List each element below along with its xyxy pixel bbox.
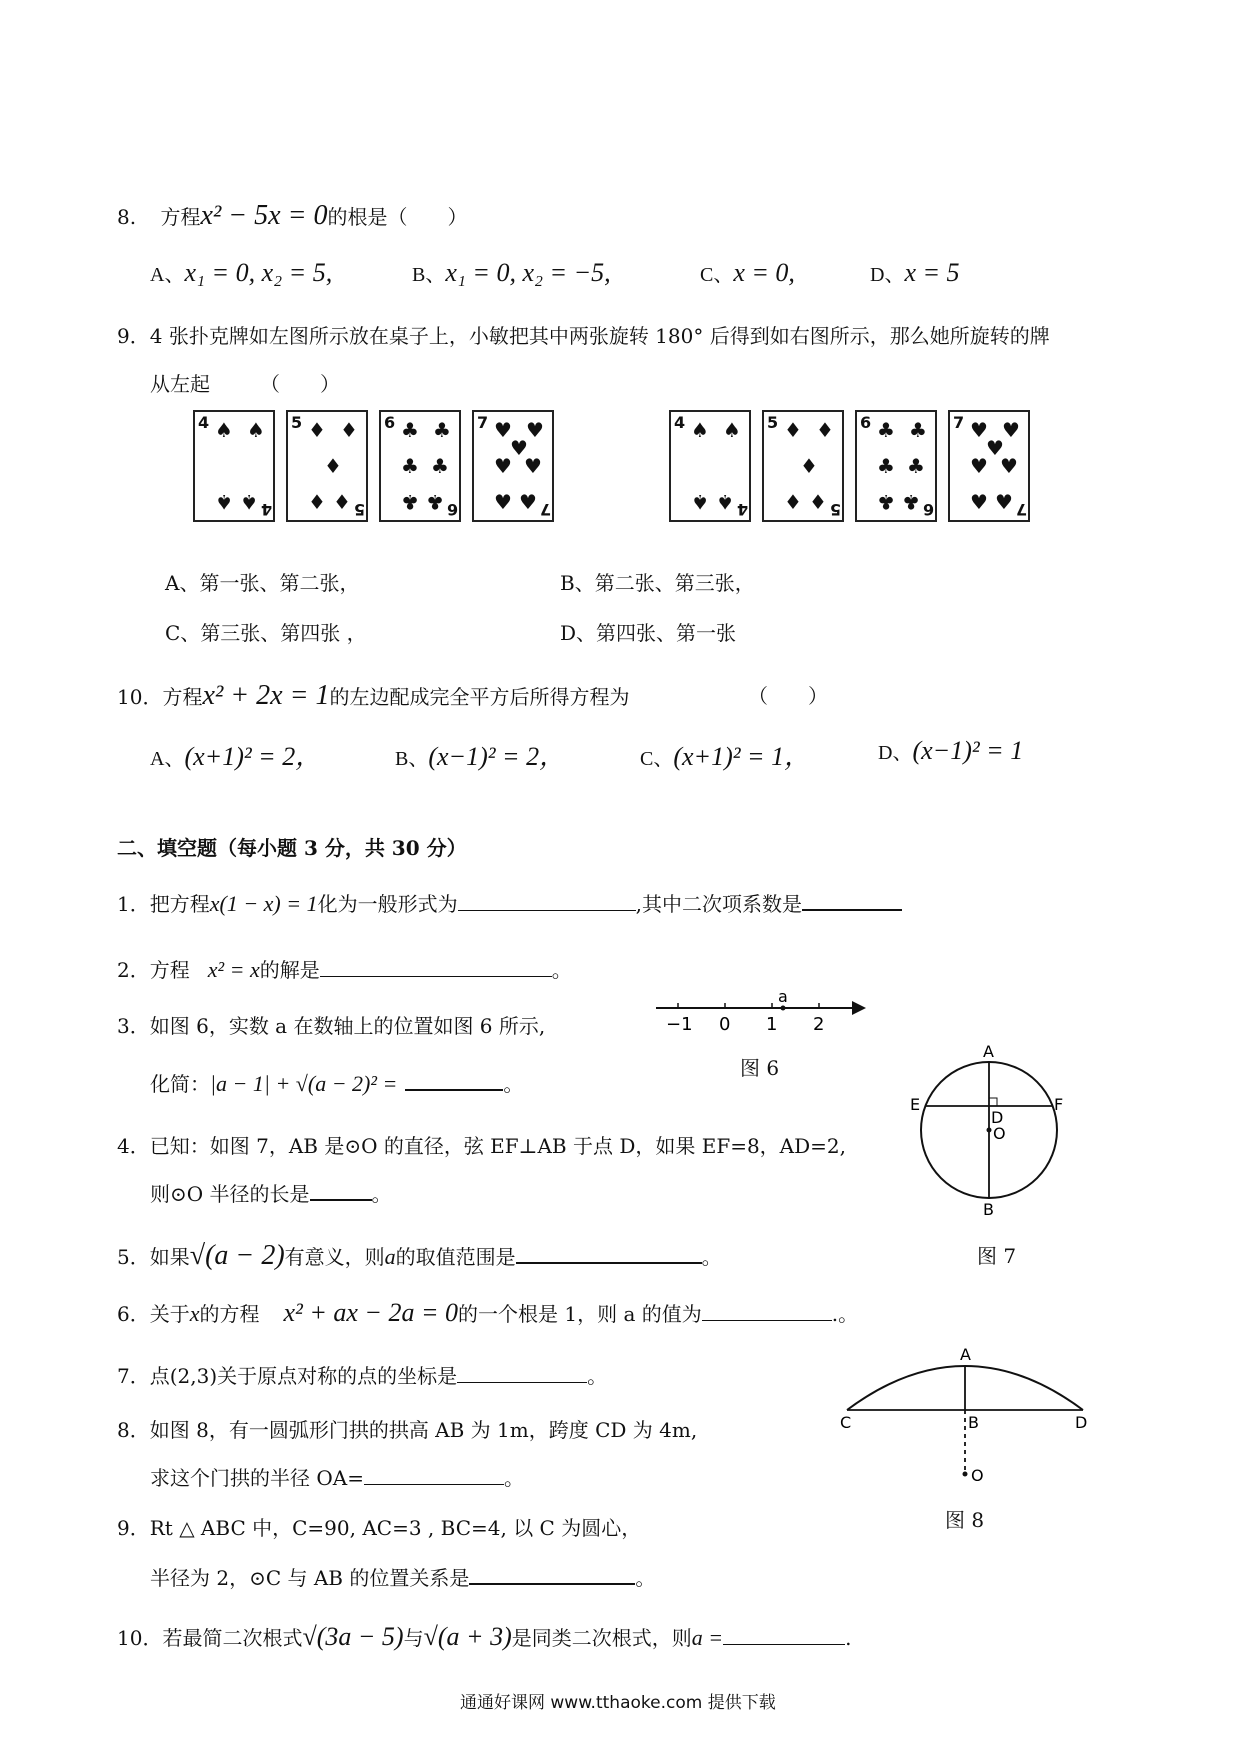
- q9-line1: [117, 320, 1050, 349]
- q8-option-d: D、x = 5: [870, 258, 960, 287]
- page-footer: 通通好课网 www.tthaoke.com 提供下载: [460, 1693, 776, 1713]
- q10-option-b: B、(x−1)² = 2，: [395, 742, 566, 771]
- fig7-label-d: D: [991, 1108, 1004, 1127]
- card-rank: 5: [830, 500, 842, 519]
- fill-q2-blank[interactable]: [320, 956, 552, 977]
- fig8-label-b: B: [968, 1413, 979, 1432]
- heart-icon: ♥: [519, 490, 537, 514]
- card-diamond-5: [286, 410, 368, 522]
- q10-number: 10．: [117, 685, 163, 709]
- q9-option-c: C、第三张、第四张 ，: [165, 621, 367, 645]
- fill-q2-equation: x² = x: [207, 957, 260, 982]
- fig6-tick-label: 1: [766, 1014, 778, 1035]
- heart-icon: ♥: [494, 454, 512, 478]
- card-spade-4: [669, 410, 751, 522]
- q8-stem-suffix: 的根是（ ）: [327, 205, 468, 229]
- q10-line: [117, 680, 630, 712]
- fill-q10-radical-1: √(3a − 5): [302, 1622, 404, 1651]
- card-rank: 6: [923, 500, 935, 519]
- fill-q10-radical-2: √(a + 3): [423, 1622, 512, 1651]
- fill-q6: 6．关于x的方程 x² + ax − 2a = 0的一个根是 1，则 a 的值为 .。: [117, 1298, 859, 1327]
- heart-icon: ♥: [494, 418, 512, 442]
- q9-number: 9．: [117, 324, 150, 348]
- fill-q8-line2: 求这个门拱的半径 OA= 。: [150, 1466, 524, 1490]
- club-icon: ♣: [426, 490, 444, 514]
- card-spade-4: [193, 410, 275, 522]
- q9-option-a: A、第一张、第二张，: [165, 571, 360, 595]
- card-rank: 6: [447, 500, 459, 519]
- diamond-icon: ♦: [784, 490, 802, 514]
- fill-q5: 5．如果√(a − 2)有意义，则a的取值范围是 。: [117, 1240, 722, 1271]
- fill-q8-line1: 8．如图 8，有一圆弧形门拱的拱高 AB 为 1m，跨度 CD 为 4m,: [117, 1418, 698, 1442]
- card-rank: 5: [291, 413, 303, 432]
- q8-option-a: A、x₁ = 0, x₂ = 5,: [150, 258, 333, 287]
- club-icon: ♣: [877, 418, 895, 442]
- fig6-tick-label: 2: [813, 1014, 825, 1035]
- heart-icon: ♥: [986, 436, 1004, 460]
- fill-q6-blank[interactable]: [702, 1300, 832, 1321]
- fill-q8-blank[interactable]: [364, 1464, 504, 1485]
- card-rank: 4: [674, 413, 686, 432]
- fill-q1-equation: x(1 − x) = 1: [209, 891, 318, 916]
- fill-q1-blank-general-form[interactable]: [458, 890, 636, 911]
- section2-title: 二、填空题（每小题 3 分，共 30 分）: [117, 836, 467, 860]
- fig7-label-f: F: [1054, 1095, 1064, 1114]
- card-rank: 7: [540, 500, 552, 519]
- q8-option-b: B、x₁ = 0, x₂ = −5,: [412, 258, 611, 287]
- fill-q5-blank[interactable]: [516, 1242, 702, 1264]
- q9-stem-line2: 从左起 （ ）: [150, 372, 340, 396]
- card-rank: 7: [953, 413, 965, 432]
- card-rank: 4: [261, 500, 273, 519]
- fill-q3-blank[interactable]: [405, 1069, 503, 1091]
- club-icon: ♣: [877, 454, 895, 478]
- fill-q7-blank[interactable]: [457, 1362, 587, 1383]
- diamond-icon: ♦: [308, 418, 326, 442]
- card-club-6: [379, 410, 461, 522]
- heart-icon: ♥: [970, 418, 988, 442]
- club-icon: ♣: [401, 454, 419, 478]
- fill-q5-expression: √(a − 2): [189, 1240, 285, 1271]
- spade-icon: ♠: [691, 490, 709, 514]
- q10-stem-prefix: 方程: [162, 685, 203, 709]
- card-club-6: [855, 410, 937, 522]
- fill-q7: 7．点(2,3)关于原点对称的点的坐标是 。: [117, 1364, 608, 1388]
- heart-icon: ♥: [526, 418, 544, 442]
- club-icon: ♣: [433, 418, 451, 442]
- fill-q6-equation: x² + ax − 2a = 0: [283, 1298, 459, 1327]
- card-rank: 7: [1016, 500, 1028, 519]
- heart-icon: ♥: [970, 490, 988, 514]
- club-icon: ♣: [907, 454, 925, 478]
- club-icon: ♣: [401, 490, 419, 514]
- fig7-circle-diagram: [910, 1040, 1070, 1220]
- fig8-label-a: A: [960, 1345, 971, 1364]
- diamond-icon: ♦: [308, 490, 326, 514]
- fig7-label-e: E: [910, 1095, 921, 1114]
- club-icon: ♣: [909, 418, 927, 442]
- card-heart-7: [948, 410, 1030, 522]
- fig6-tick-label: −1: [666, 1014, 693, 1035]
- fig6-point-label: a: [778, 990, 788, 1006]
- heart-icon: ♥: [510, 436, 528, 460]
- club-icon: ♣: [401, 418, 419, 442]
- fill-q9-blank[interactable]: [469, 1563, 635, 1585]
- card-diamond-5: [762, 410, 844, 522]
- heart-icon: ♥: [970, 454, 988, 478]
- spade-icon: ♠: [240, 490, 258, 514]
- card-rank: 5: [767, 413, 779, 432]
- club-icon: ♣: [877, 490, 895, 514]
- fill-q3-line1: 3．如图 6，实数 a 在数轴上的位置如图 6 所示,: [117, 1014, 546, 1038]
- fig8-arch-diagram: [835, 1340, 1095, 1500]
- fig8-label-d: D: [1075, 1413, 1088, 1432]
- heart-icon: ♥: [524, 454, 542, 478]
- fig8-label-o: O: [971, 1466, 984, 1485]
- diamond-icon: ♦: [784, 418, 802, 442]
- fig6-number-line: [650, 990, 870, 1050]
- fig8-label-c: C: [840, 1413, 852, 1432]
- diamond-icon: ♦: [333, 490, 351, 514]
- card-rank: 4: [198, 413, 210, 432]
- spade-icon: ♠: [723, 418, 741, 442]
- heart-icon: ♥: [995, 490, 1013, 514]
- fill-q3-expression: |a − 1| + √(a − 2)² =: [210, 1071, 398, 1096]
- diamond-icon: ♦: [816, 418, 834, 442]
- fig7-label-o: O: [993, 1124, 1006, 1143]
- heart-icon: ♥: [494, 490, 512, 514]
- q8-line: [117, 200, 468, 232]
- q8-number: 8.: [117, 205, 137, 229]
- fill-q4-line1: 4．已知：如图 7，AB 是⊙O 的直径，弦 EF⊥AB 于点 D，如果 EF=8，AD=2,: [117, 1134, 846, 1158]
- fill-q1: 1．把方程x(1 − x) = 1化为一般形式为 ,其中二次项系数是: [117, 888, 902, 917]
- spade-icon: ♠: [215, 418, 233, 442]
- fig7-caption: 图 7: [977, 1244, 1017, 1268]
- club-icon: ♣: [902, 490, 920, 514]
- fill-q9-line2: 半径为 2，⊙C 与 AB 的位置关系是 。: [150, 1562, 655, 1591]
- card-heart-7: [472, 410, 554, 522]
- q10-option-c: C、(x+1)² = 1，: [640, 742, 811, 771]
- fill-q2: 2．方程 x² = x的解是 。: [117, 957, 572, 982]
- q8-equation: x² − 5x = 0: [200, 200, 328, 231]
- q10-option-a: A、(x+1)² = 2，: [150, 742, 322, 771]
- diamond-icon: ♦: [800, 454, 818, 478]
- fig6-caption: 图 6: [740, 1056, 780, 1080]
- fig8-caption: 图 8: [945, 1508, 985, 1532]
- card-rank: 7: [477, 413, 489, 432]
- diamond-icon: ♦: [809, 490, 827, 514]
- q10-stem-suffix: 的左边配成完全平方后所得方程为: [329, 685, 630, 709]
- fig7-label-b: B: [983, 1200, 994, 1219]
- card-rank: 4: [737, 500, 749, 519]
- club-icon: ♣: [431, 454, 449, 478]
- fill-q10: 10．若最简二次根式√(3a − 5)与√(a + 3)是同类二次根式，则a = .: [117, 1622, 852, 1651]
- spade-icon: ♠: [215, 490, 233, 514]
- card-rank: 5: [354, 500, 366, 519]
- fill-q3-line2: 化简：|a − 1| + √(a − 2)² = 。: [150, 1071, 524, 1096]
- q8-option-c: C、x = 0,: [700, 258, 795, 287]
- card-rank: 6: [384, 413, 396, 432]
- spade-icon: ♠: [716, 490, 734, 514]
- diamond-icon: ♦: [324, 454, 342, 478]
- q10-equation: x² + 2x = 1: [202, 680, 330, 711]
- q9-option-d: D、第四张、第一张: [560, 621, 737, 645]
- heart-icon: ♥: [1000, 454, 1018, 478]
- q9-option-b: B、第二张、第三张，: [560, 571, 755, 595]
- heart-icon: ♥: [1002, 418, 1020, 442]
- fill-q4-line2: 则⊙O 半径的长是 。: [150, 1178, 392, 1207]
- q9-stem-line1: 4 张扑克牌如左图所示放在桌子上，小敏把其中两张旋转 180° 后得到如右图所示，那么她所旋转的牌: [149, 324, 1050, 348]
- fill-q1-blank-coefficient[interactable]: [802, 889, 902, 911]
- fig6-tick-label: 0: [719, 1014, 731, 1035]
- q10-answer-paren: （ ）: [748, 684, 828, 708]
- q10-option-d: D、(x−1)² = 1: [878, 736, 1024, 765]
- fill-q9-line1: 9．Rt △ ABC 中，C=90, AC=3 , BC=4, 以 C 为圆心，: [117, 1516, 642, 1540]
- fig7-label-a: A: [983, 1042, 994, 1061]
- spade-icon: ♠: [247, 418, 265, 442]
- spade-icon: ♠: [691, 418, 709, 442]
- diamond-icon: ♦: [340, 418, 358, 442]
- fill-q4-blank[interactable]: [310, 1179, 372, 1201]
- fill-q10-blank[interactable]: [723, 1624, 845, 1645]
- card-rank: 6: [860, 413, 872, 432]
- q8-stem-prefix: 方程: [160, 205, 201, 229]
